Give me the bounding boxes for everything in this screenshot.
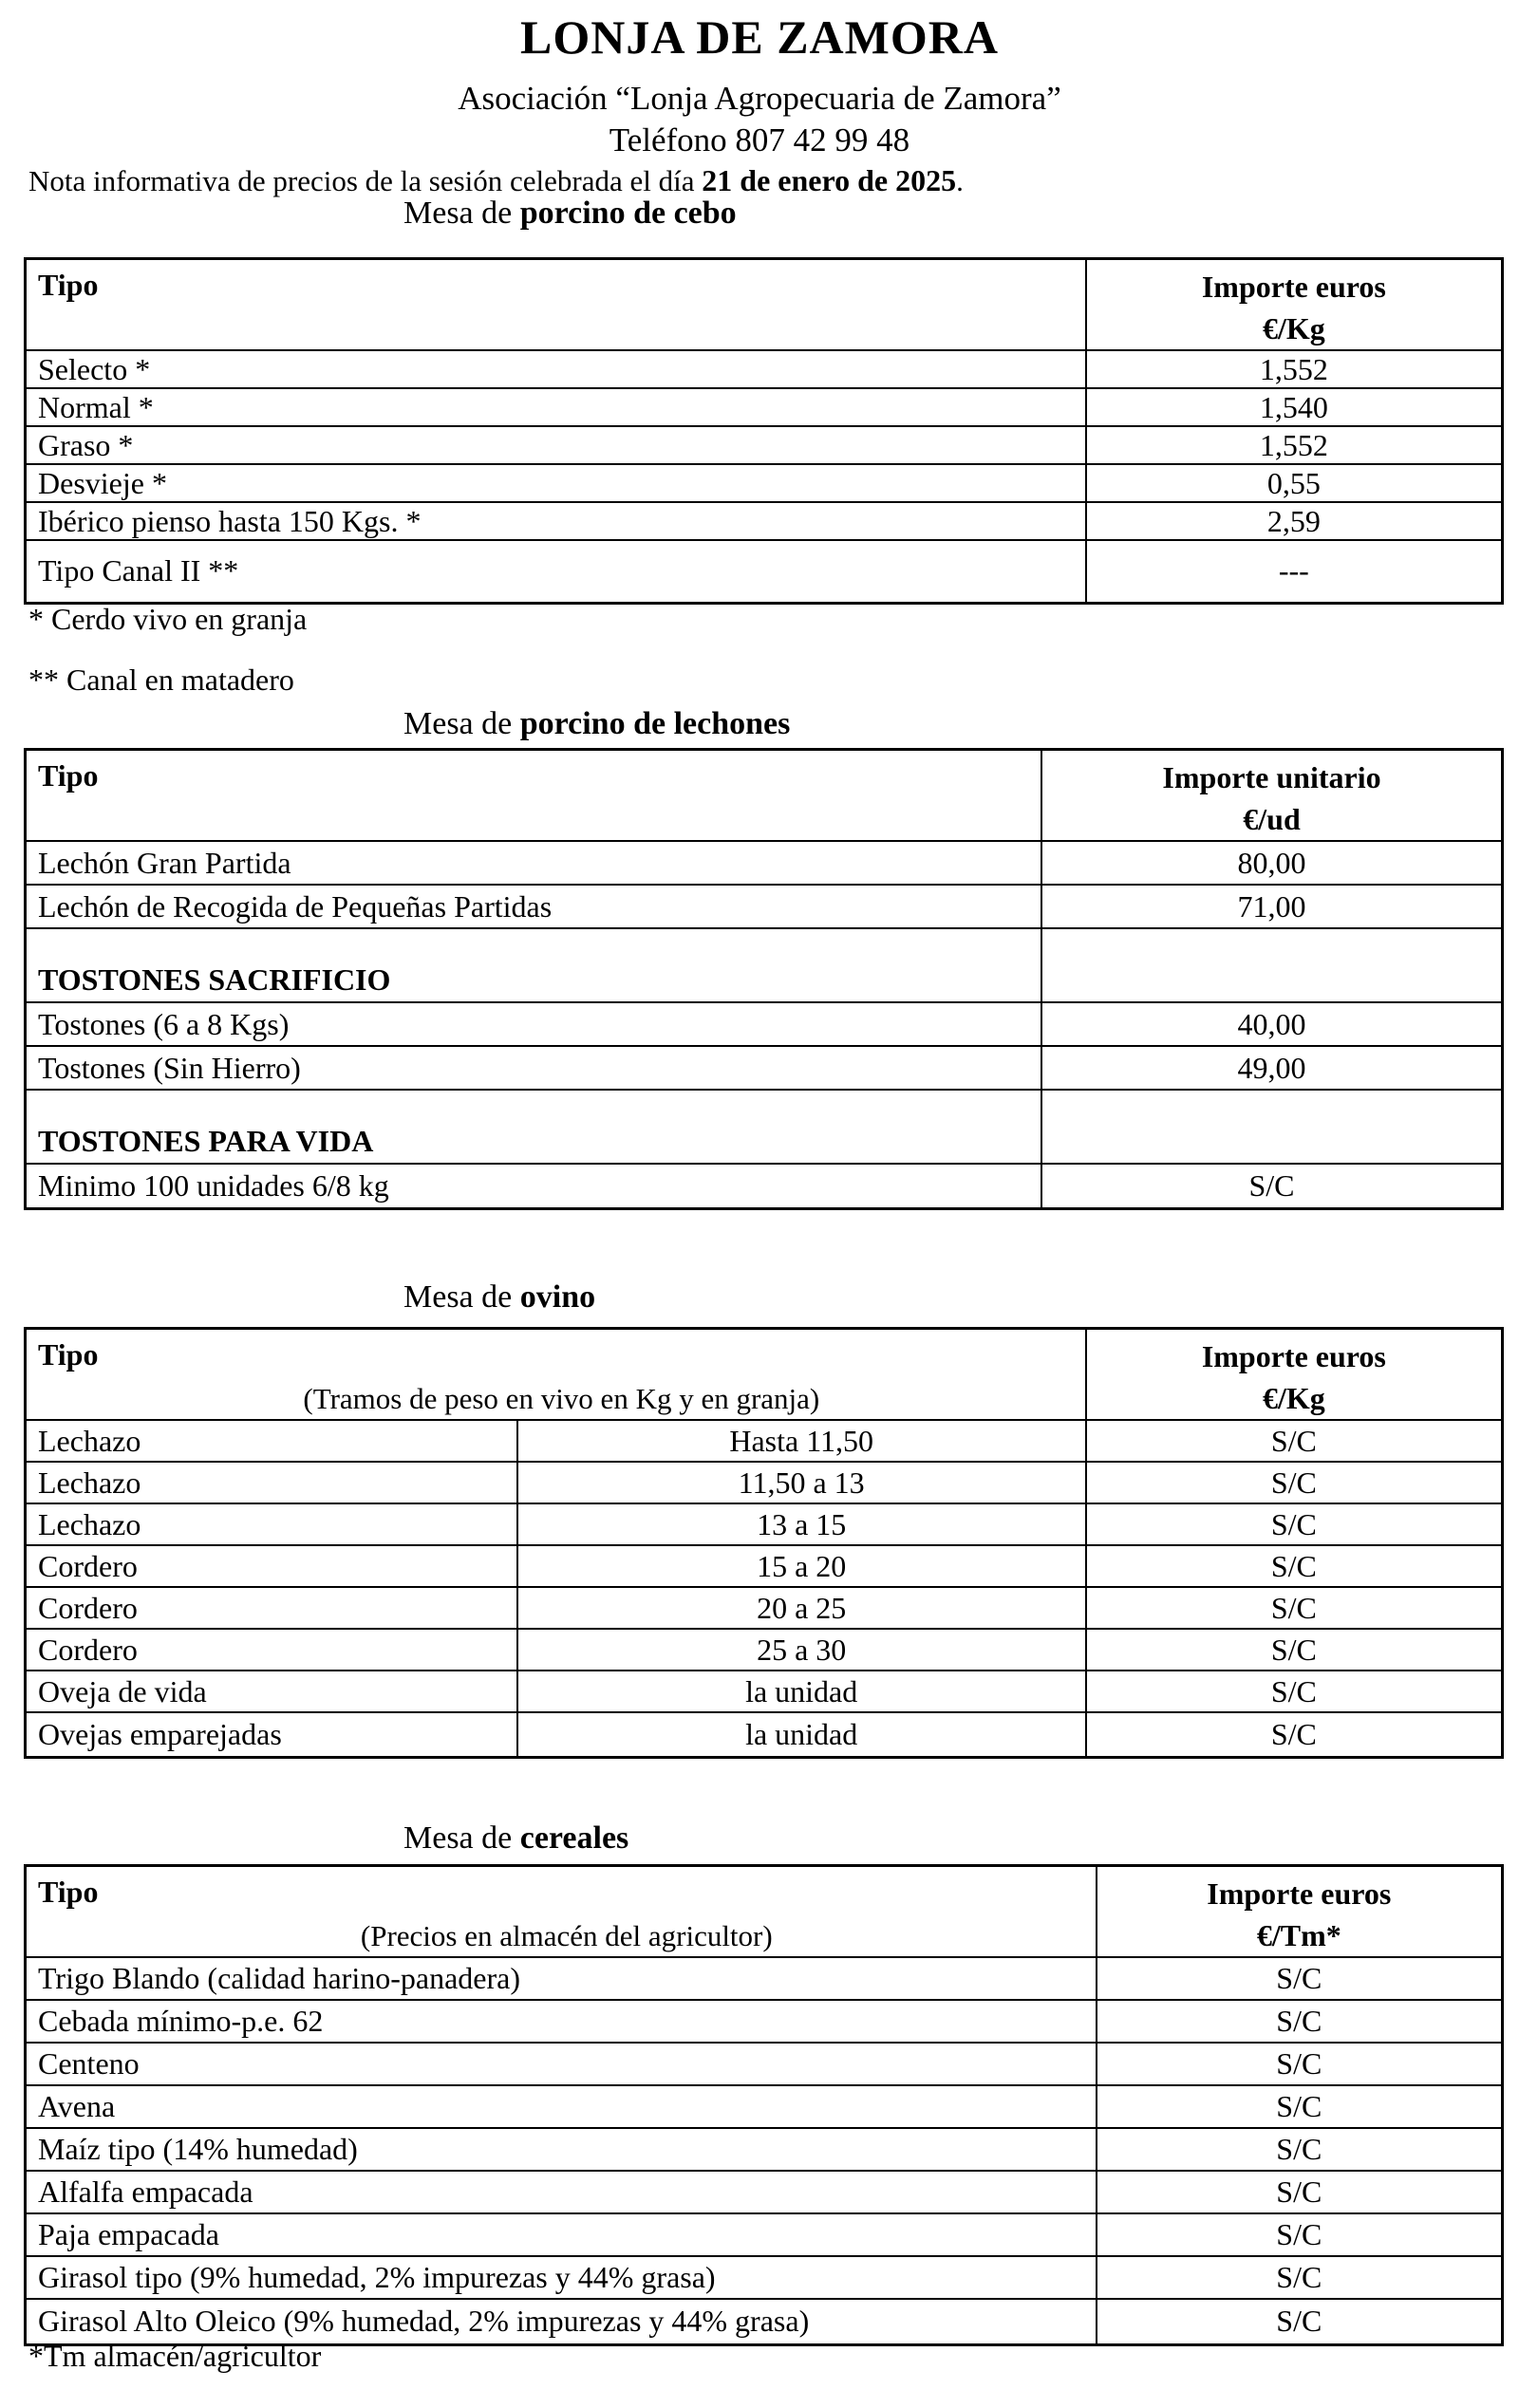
table-row	[26, 388, 1503, 426]
column-subheader-precios: (Precios en almacén del agricultor)	[360, 1919, 773, 1952]
type-cell: Girasol Alto Oleico (9% humedad, 2% impurezas y 44% grasa)	[26, 2299, 1097, 2344]
type-cell: Paja empacada	[26, 2213, 1097, 2256]
type-cell: Cebada mínimo-p.e. 62	[26, 2000, 1097, 2043]
type-cell: Trigo Blando (calidad harino-panadera)	[26, 1957, 1097, 2000]
table-row	[26, 2256, 1503, 2299]
price-cell: S/C	[1097, 2085, 1503, 2128]
table-row	[26, 1164, 1503, 1208]
type-cell: Centeno	[26, 2043, 1097, 2085]
price-cell: S/C	[1097, 2043, 1503, 2085]
table-row	[26, 540, 1503, 603]
session-note	[28, 163, 964, 198]
price-cell: 0,55	[1086, 464, 1503, 502]
table-row	[26, 841, 1503, 885]
price-cell: S/C	[1097, 2256, 1503, 2299]
type-cell: Alfalfa empacada	[26, 2171, 1097, 2213]
column-header-importe: Importe euros €/Kg	[1086, 1329, 1503, 1421]
group-title-cell: TOSTONES PARA VIDA	[26, 1090, 1042, 1164]
price-cell: S/C	[1097, 2128, 1503, 2171]
price-cell: S/C	[1097, 2000, 1503, 2043]
price-cell: S/C	[1086, 1629, 1503, 1671]
weight-range-cell: Hasta 11,50	[517, 1420, 1086, 1462]
table-row	[26, 1002, 1503, 1046]
table-row	[26, 2000, 1503, 2043]
table-row	[26, 1957, 1503, 2000]
section-heading-porcino-lechones: Mesa de porcino de lechones	[403, 706, 791, 741]
price-cell: S/C	[1097, 2213, 1503, 2256]
table-row	[26, 1046, 1503, 1090]
phone-line: Teléfono 807 42 99 48	[609, 121, 910, 159]
table-group-row	[26, 928, 1503, 1002]
weight-range-cell: la unidad	[517, 1712, 1086, 1757]
type-cell: Cordero	[26, 1629, 517, 1671]
type-cell: Normal *	[26, 388, 1086, 426]
type-cell: Tipo Canal II **	[26, 540, 1086, 603]
price-cell: S/C	[1086, 1420, 1503, 1462]
session-note-text: Nota informativa de precios de la sesión celebrada el día	[28, 164, 703, 197]
type-cell: Selecto *	[26, 350, 1086, 388]
group-title-cell: TOSTONES SACRIFICIO	[26, 928, 1042, 1002]
type-cell: Desvieje *	[26, 464, 1086, 502]
table-row	[26, 350, 1503, 388]
price-cell: S/C	[1086, 1712, 1503, 1757]
type-cell: Cordero	[26, 1545, 517, 1587]
type-cell: Tostones (6 a 8 Kgs)	[26, 1002, 1042, 1046]
price-cell: 1,552	[1086, 350, 1503, 388]
price-cell: S/C	[1097, 1957, 1503, 2000]
price-cell: 1,552	[1086, 426, 1503, 464]
table-porcino-lechones	[24, 748, 1504, 1210]
type-cell: Tostones (Sin Hierro)	[26, 1046, 1042, 1090]
table-row	[26, 1671, 1503, 1712]
table-row	[26, 2085, 1503, 2128]
table-row	[26, 1587, 1503, 1629]
table-header-row	[26, 1329, 1503, 1421]
table-row	[26, 1712, 1503, 1757]
price-cell: ---	[1086, 540, 1503, 603]
type-cell: Maíz tipo (14% humedad)	[26, 2128, 1097, 2171]
column-subheader-tramos: (Tramos de peso en vivo en Kg y en granja)	[303, 1382, 820, 1415]
price-cell: S/C	[1086, 1587, 1503, 1629]
column-header-importe: Importe euros €/Tm*	[1097, 1866, 1503, 1958]
type-cell: Lechón de Recogida de Pequeñas Partidas	[26, 885, 1042, 928]
section-heading-ovino: Mesa de ovino	[403, 1279, 596, 1315]
footnote-canal-matadero: ** Canal en matadero	[28, 663, 294, 697]
table-row	[26, 1420, 1503, 1462]
type-cell: Girasol tipo (9% humedad, 2% impurezas y 44% grasa)	[26, 2256, 1097, 2299]
price-cell: S/C	[1097, 2171, 1503, 2213]
association-line: Asociación “Lonja Agropecuaria de Zamora”	[458, 80, 1061, 117]
table-row	[26, 1545, 1503, 1587]
price-cell: S/C	[1041, 1164, 1502, 1208]
price-cell: S/C	[1086, 1503, 1503, 1545]
price-cell: S/C	[1086, 1671, 1503, 1712]
weight-range-cell: la unidad	[517, 1671, 1086, 1712]
weight-range-cell: 25 a 30	[517, 1629, 1086, 1671]
footnote-tm-almacen: *Tm almacén/agricultor	[28, 2339, 322, 2373]
price-cell: 40,00	[1041, 1002, 1502, 1046]
column-header-tipo: Tipo (Tramos de peso en vivo en Kg y en granja)	[26, 1329, 1086, 1421]
table-ovino	[24, 1327, 1504, 1759]
table-group-row	[26, 1090, 1503, 1164]
table-row	[26, 2299, 1503, 2344]
table-cereales	[24, 1864, 1504, 2346]
page-title: LONJA DE ZAMORA	[520, 10, 999, 64]
type-cell: Cordero	[26, 1587, 517, 1629]
table-row	[26, 1629, 1503, 1671]
type-cell: Oveja de vida	[26, 1671, 517, 1712]
weight-range-cell: 11,50 a 13	[517, 1462, 1086, 1503]
table-header-row	[26, 1866, 1503, 1958]
column-header-tipo: Tipo (Precios en almacén del agricultor)	[26, 1866, 1097, 1958]
table-row	[26, 2128, 1503, 2171]
column-header-importe: Importe euros €/Kg	[1086, 259, 1503, 351]
type-cell: Minimo 100 unidades 6/8 kg	[26, 1164, 1042, 1208]
type-cell: Lechón Gran Partida	[26, 841, 1042, 885]
table-header-row	[26, 750, 1503, 842]
table-row	[26, 1462, 1503, 1503]
weight-range-cell: 15 a 20	[517, 1545, 1086, 1587]
table-row	[26, 885, 1503, 928]
table-row	[26, 2171, 1503, 2213]
section-heading-cereales: Mesa de cereales	[403, 1820, 629, 1856]
table-row	[26, 502, 1503, 540]
price-cell: 1,540	[1086, 388, 1503, 426]
table-row	[26, 426, 1503, 464]
type-cell: Lechazo	[26, 1462, 517, 1503]
type-cell: Graso *	[26, 426, 1086, 464]
column-header-importe: Importe unitario €/ud	[1041, 750, 1502, 842]
price-cell	[1041, 928, 1502, 1002]
price-cell: 49,00	[1041, 1046, 1502, 1090]
type-cell: Lechazo	[26, 1420, 517, 1462]
table-header-row	[26, 259, 1503, 351]
table-row	[26, 2043, 1503, 2085]
price-cell: 80,00	[1041, 841, 1502, 885]
type-cell: Avena	[26, 2085, 1097, 2128]
weight-range-cell: 13 a 15	[517, 1503, 1086, 1545]
session-date: 21 de enero de 2025	[702, 163, 957, 197]
table-porcino-cebo	[24, 257, 1504, 605]
session-note-period: .	[956, 164, 964, 197]
table-row	[26, 2213, 1503, 2256]
price-cell: 71,00	[1041, 885, 1502, 928]
type-cell: Ibérico pienso hasta 150 Kgs. *	[26, 502, 1086, 540]
table-row	[26, 464, 1503, 502]
footnote-cerdo-vivo: * Cerdo vivo en granja	[28, 602, 308, 636]
table-row	[26, 1503, 1503, 1545]
price-cell: S/C	[1086, 1462, 1503, 1503]
type-cell: Ovejas emparejadas	[26, 1712, 517, 1757]
column-header-tipo: Tipo	[26, 750, 1042, 842]
price-cell	[1041, 1090, 1502, 1164]
column-header-tipo: Tipo	[26, 259, 1086, 351]
type-cell: Lechazo	[26, 1503, 517, 1545]
price-cell: S/C	[1086, 1545, 1503, 1587]
price-cell: 2,59	[1086, 502, 1503, 540]
section-heading-porcino-cebo: Mesa de porcino de cebo	[403, 196, 737, 231]
weight-range-cell: 20 a 25	[517, 1587, 1086, 1629]
price-cell: S/C	[1097, 2299, 1503, 2344]
